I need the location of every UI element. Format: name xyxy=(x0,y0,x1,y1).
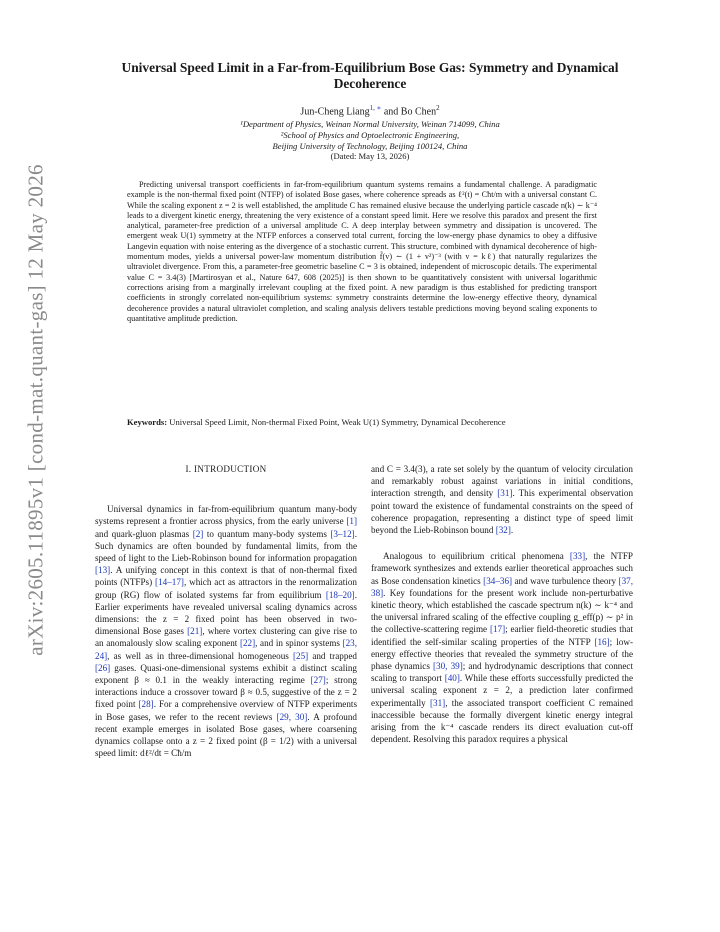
arxiv-sidebar xyxy=(16,150,56,670)
citation[interactable]: [27] xyxy=(310,675,326,686)
citation[interactable]: [34–36] xyxy=(483,575,513,586)
citation[interactable]: [3–12] xyxy=(330,528,355,539)
citation[interactable]: [21] xyxy=(187,626,203,637)
citation[interactable]: [17] xyxy=(489,624,506,635)
citation[interactable]: [30, 39] xyxy=(433,661,463,672)
citation[interactable]: [13] xyxy=(95,565,111,576)
citation[interactable]: [23, 24] xyxy=(95,638,358,661)
paper-title: Universal Speed Limit in a Far-from-Equilibrium Bose Gas: Symmetry and Dynamical Decoherence xyxy=(121,60,619,91)
intro-paragraph-1-cont: and C = 3.4(3), a rate set solely by the quantum of velocity circulation and remarkably robust against variations in initial conditions, interaction strength, and density [31]. This experimental observation point toward the existence of fundamental constraints on the speed of coherence propagation, representing a distinct type of speed limit beyond the Lieb-Robinson bound [32]. xyxy=(371,464,634,536)
intro-paragraph-2: Analogous to equilibrium critical phenomena [33], the NTFP framework synthesizes and extends earlier theoretical approaches such as Bose condensation kinetics [34–36] and wave turbulence theory [37, 38]. Key foundations for the present work include non-perturbative kinetic theory, which established the cascade spectrum n(k) ∼ k⁻⁴ and the universal infrared scaling of the effective coupling g_eff(p) ∼ p² in the collective-scattering regime [17]; earlier field-theoretic studies that identified the self-similar scaling properties of the NTFP [16]; low-energy effective theories that revealed the symmetry structure of the phase dynamics [30, 39]; and hydrodynamic descriptions that connect scaling to transport [40]. While these efforts successfully predicted the universal scaling exponent z = 2, a prediction later confirmed experimentally [31], the associated transport coefficient C remained inaccessible because the formally divergent kinetic energy integral arising from the k⁻⁴ cascade renders its direct evaluation cut-off dependent. Resolving this paradox requires a physical xyxy=(371,551,634,745)
citation[interactable]: [37, 38] xyxy=(371,575,633,598)
citation[interactable]: [40] xyxy=(444,673,460,684)
keywords xyxy=(127,417,597,428)
left-column xyxy=(95,463,357,759)
citation[interactable]: [22] xyxy=(239,638,256,649)
citation[interactable]: [31] xyxy=(430,697,446,708)
author-2: Bo Chen xyxy=(400,106,437,118)
author-and: and xyxy=(383,106,399,118)
citation[interactable]: [2] xyxy=(192,528,204,539)
author-1-affil[interactable]: 1, ∗ xyxy=(369,104,382,112)
author-line xyxy=(100,104,640,117)
citation[interactable]: [14–17] xyxy=(155,577,184,588)
keywords-list: Universal Speed Limit, Non-thermal Fixed Point, Weak U(1) Symmetry, Dynamical Decoherence xyxy=(169,417,506,427)
abstract-text: Predicting universal transport coefficients in far-from-equilibrium quantum systems remains a fundamental challenge. A paradigmatic example is the non-thermal fixed point (NTFP) of isolated Bose gases, where coherence spreads as ℓ²(t) = Cħt/m with a universal constant C. While the scaling exponent z = 2 is well established, the amplitude C has remained elusive because the underlying particle cascade n(k) ∼ k⁻⁴ leads to a divergent kinetic energy, threatening the very existence of a constant speed limit. Here we resolve this paradox and present the first analytical, parameter-free prediction of a universal amplitude C. A deep interplay between symmetry and dissipation is uncovered. The emergent weak U(1) symmetry at the NTFP enforces a conserved total current, forcing the low-energy phase dynamics to obey a diffusive Langevin equation with noise entering as the divergence of a stochastic current. This structure, combined with dynamical decoherence of high-momentum modes, yields a universal power-law momentum distribution f̃(v) ∼ (1 + v²)⁻³ (with v = kℓ) that naturally regularizes the ultraviolet divergence. From this, a parameter-free geometric baseline C = 3 is obtained, independent of microscopic details. The experimental value C = 3.4(3) [Martirosyan et al., Nature 647, 608 (2025)] is then shown to be quantitatively consistent with universal logarithmic corrections arising from a marginally irrelevant coupling at the fixed point. A new paradigm is thus established for predicting transport coefficients in strongly correlated non-equilibrium systems: symmetry constraints determine the low-energy effective theory, dynamical decoherence provides a natural ultraviolet completion, and scaling analysis delivers testable predictions moving beyond scaling exponents to quantitative amplitude prediction. xyxy=(127,180,597,323)
section-heading-introduction: I. INTRODUCTION xyxy=(185,464,267,474)
citation[interactable]: [28] xyxy=(138,699,154,710)
abstract xyxy=(127,180,597,324)
arxiv-identifier[interactable]: arXiv:2605.11895v1 [cond-mat.quant-gas] 12 May 2026 xyxy=(23,164,48,656)
author-2-affil: 2 xyxy=(436,104,440,112)
affiliations xyxy=(100,119,640,151)
keywords-label: Keywords: xyxy=(127,417,168,427)
citation[interactable]: [18–20] xyxy=(325,589,355,600)
date-line: (Dated: May 13, 2026) xyxy=(330,151,410,162)
citation[interactable]: [26] xyxy=(95,662,111,673)
author-1: Jun-Cheng Liang xyxy=(300,106,370,118)
paper-header xyxy=(100,60,640,162)
affiliation-1: ¹Department of Physics, Weinan Normal University, Weinan 714099, China xyxy=(240,119,500,130)
citation[interactable]: [25] xyxy=(292,650,309,661)
affiliation-2-cont: Beijing University of Technology, Beijing 100124, China xyxy=(272,140,468,151)
citation[interactable]: [33] xyxy=(569,551,586,562)
citation[interactable]: [32] xyxy=(495,525,511,536)
intro-paragraph-1: Universal dynamics in far-from-equilibrium quantum many-body systems represent a frontier across physics, from the early universe [1] and quark-gluon plasmas [2] to quantum many-body systems [3–12]. Such dynamics are often bounded by fundamental limits, from the speed of light to the Lieb-Robinson bound for information propagation [13]. A unifying concept in this context is that of non-thermal fixed points (NTFPs) [14–17], which act as attractors in the renormalization group (RG) flow of isolated systems far from equilibrium [18–20]. Earlier experiments have revealed universal scaling dynamics across dimensions: the z = 2 fixed point has been observed in two-dimensional Bose gases [21], where vortex clustering can give rise to an anomalously slow scaling exponent [22], and in spinor systems [23, 24], as well as in three-dimensional homogeneous [25] and trapped [26] gases. Quasi-one-dimensional systems exhibit a distinct scaling exponent β ≈ 0.1 in the weakly interacting regime [27]; strong interactions induce a crossover toward β ≈ 0.5, suggestive of the z = 2 fixed point [28]. For a comprehensive overview of NTFP experiments in Bose gases, we refer to the recent reviews [29, 30]. A profound recent example emerges in isolated Bose gases, where coarsening dynamics collapse onto a z = 2 fixed point (β = 1/2) with a universal speed limit: dℓ²/dt = Cħ/m xyxy=(95,504,358,759)
citation[interactable]: [16] xyxy=(594,636,610,647)
citation[interactable]: [1] xyxy=(346,516,357,527)
right-column xyxy=(371,463,633,745)
citation[interactable]: [31] xyxy=(497,488,513,499)
citation[interactable]: [29, 30] xyxy=(276,711,308,722)
affiliation-2: ²School of Physics and Optoelectronic Engineering, xyxy=(280,129,460,140)
